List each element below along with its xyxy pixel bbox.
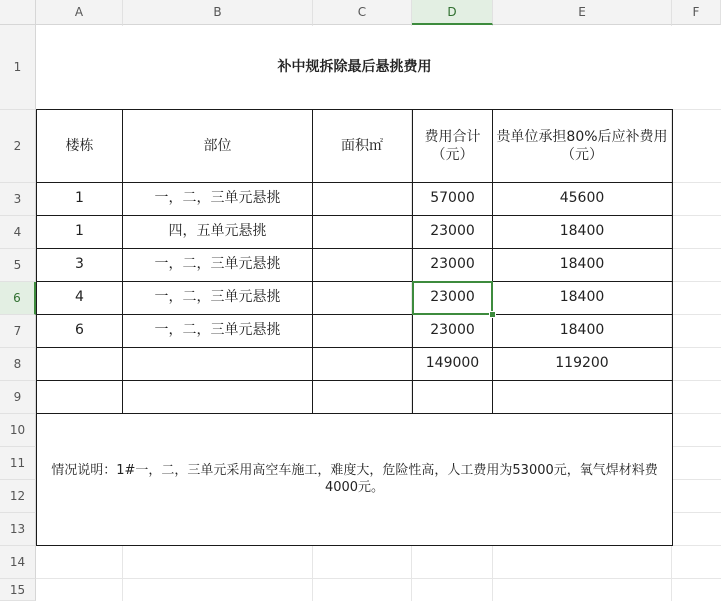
column-header-a[interactable]: A: [36, 0, 123, 25]
cell-building[interactable]: 1: [75, 190, 84, 207]
column-header-f[interactable]: F: [672, 0, 721, 25]
cell-compensation[interactable]: 18400: [559, 223, 605, 240]
table-border: [36, 109, 37, 546]
sheet-title[interactable]: 补中规拆除最后悬挑费用: [37, 26, 672, 109]
row-header-2[interactable]: 2: [0, 110, 36, 183]
row-header-5[interactable]: 5: [0, 249, 36, 282]
table-border: [672, 109, 673, 546]
gridline: [36, 578, 721, 579]
cell-total-cost[interactable]: 57000: [430, 190, 475, 207]
row-header-3[interactable]: 3: [0, 183, 36, 216]
cell-building[interactable]: 1: [75, 223, 84, 240]
cell-building[interactable]: 4: [75, 289, 84, 306]
cell-location[interactable]: 一，二，三单元悬挑: [154, 256, 281, 273]
table-border: [492, 109, 493, 414]
table-border: [312, 109, 313, 414]
cell-compensation[interactable]: 45600: [559, 190, 605, 207]
table-border: [36, 281, 673, 282]
table-border: [412, 109, 413, 414]
row-header-4[interactable]: 4: [0, 216, 36, 249]
column-header-c[interactable]: C: [313, 0, 412, 25]
row-header-6[interactable]: 6: [0, 282, 36, 315]
cell-building[interactable]: 6: [75, 322, 84, 339]
cell-compensation[interactable]: 18400: [559, 289, 605, 306]
column-header-e[interactable]: E: [493, 0, 672, 25]
row-header-12[interactable]: 12: [0, 480, 36, 513]
table-border: [36, 545, 673, 546]
cell-building[interactable]: 3: [75, 256, 84, 273]
table-border: [36, 314, 673, 315]
table-border: [36, 182, 673, 183]
table-border: [36, 215, 673, 216]
table-border: [36, 413, 673, 414]
table-border: [36, 248, 673, 249]
table-border: [36, 347, 673, 348]
row-header-1[interactable]: 1: [0, 25, 36, 110]
cell-location[interactable]: 一，二，三单元悬挑: [154, 322, 281, 339]
cell-compensation[interactable]: 18400: [559, 256, 605, 273]
cell-location[interactable]: 一，二，三单元悬挑: [154, 289, 281, 306]
table-border: [36, 109, 673, 110]
table-border: [122, 109, 123, 414]
table-border: [36, 380, 673, 381]
cell-total-cost[interactable]: 23000: [430, 256, 475, 273]
cell-total-cost[interactable]: 23000: [430, 322, 475, 339]
row-header-14[interactable]: 14: [0, 546, 36, 579]
cell-location[interactable]: 一，二，三单元悬挑: [154, 190, 281, 207]
select-all-corner[interactable]: [0, 0, 36, 25]
header-location[interactable]: 部位: [123, 111, 312, 182]
cell-area[interactable]: [313, 315, 411, 347]
cell-compensation[interactable]: 18400: [559, 322, 605, 339]
header-total-cost[interactable]: 费用合计（元）: [413, 111, 492, 182]
row-header-7[interactable]: 7: [0, 315, 36, 348]
row-header-9[interactable]: 9: [0, 381, 36, 414]
cell-total-cost[interactable]: 23000: [430, 289, 475, 306]
row-header-15[interactable]: 15: [0, 579, 36, 601]
header-compensation[interactable]: 贵单位承担80%后应补费用（元）: [493, 111, 671, 182]
cell-location[interactable]: 四，五单元悬挑: [168, 223, 267, 240]
row-header-10[interactable]: 10: [0, 414, 36, 447]
header-building[interactable]: 楼栋: [37, 111, 122, 182]
compensation-sum[interactable]: 119200: [555, 355, 609, 372]
column-header-d[interactable]: D: [412, 0, 493, 25]
cell-total-cost[interactable]: 23000: [430, 223, 475, 240]
fill-handle[interactable]: [489, 311, 496, 318]
row-header-8[interactable]: 8: [0, 348, 36, 381]
cell-area[interactable]: [313, 249, 411, 281]
header-area[interactable]: 面积㎡: [313, 111, 411, 182]
row-header-11[interactable]: 11: [0, 447, 36, 480]
cell-area[interactable]: [313, 183, 411, 215]
row-header-13[interactable]: 13: [0, 513, 36, 546]
cell-area[interactable]: [313, 282, 411, 314]
total-cost-sum[interactable]: 149000: [425, 355, 480, 372]
column-header-b[interactable]: B: [123, 0, 313, 25]
situation-note[interactable]: 情况说明：1#一，二，三单元采用高空车施工，难度大，危险性高，人工费用为53000元，氧气焊材料费4000元。: [37, 414, 672, 545]
cell-area[interactable]: [313, 216, 411, 248]
